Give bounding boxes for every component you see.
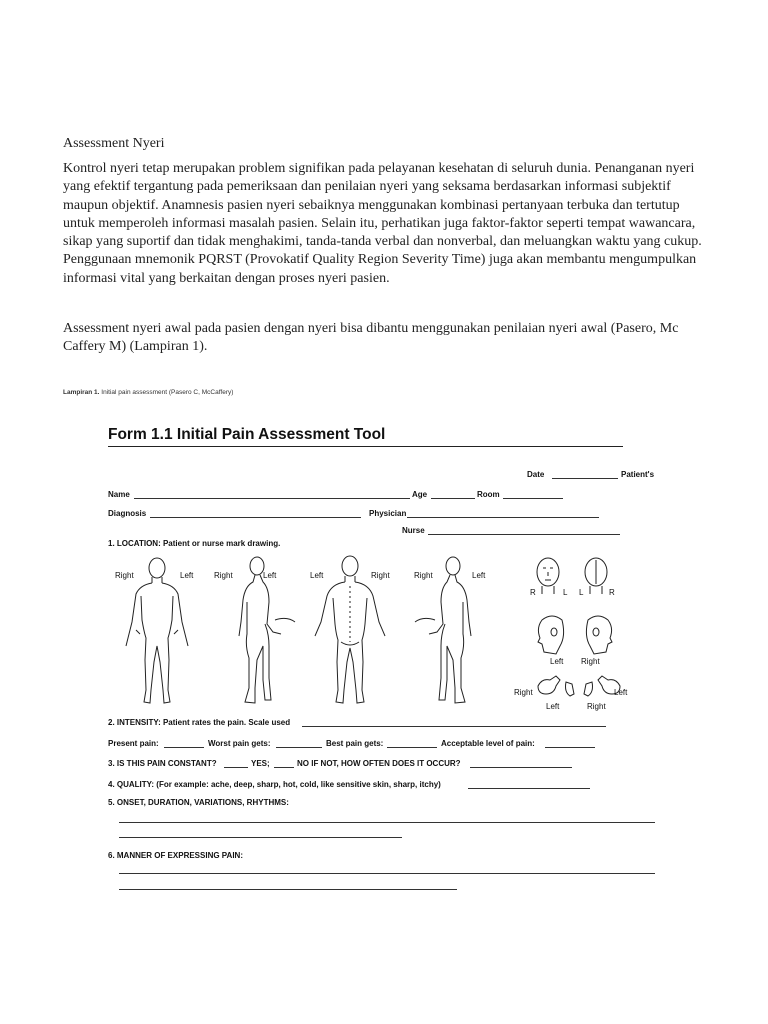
side2-left-label: Left	[472, 571, 486, 580]
scale-used-field[interactable]	[302, 726, 606, 727]
nurse-field[interactable]	[428, 534, 620, 535]
feet-left-label: Left	[614, 688, 628, 697]
manner-field-line-1[interactable]	[119, 873, 655, 874]
present-pain-field[interactable]	[164, 747, 204, 748]
head-l-label-2: L	[579, 588, 584, 597]
name-field[interactable]	[134, 498, 410, 499]
head-l-label-1: L	[563, 588, 568, 597]
physician-field[interactable]	[407, 517, 599, 518]
how-often-field[interactable]	[470, 767, 572, 768]
form-title: Form 1.1 Initial Pain Assessment Tool	[108, 426, 623, 447]
onset-field-line-2[interactable]	[119, 837, 402, 838]
figure-caption	[63, 389, 233, 396]
onset-field-line-1[interactable]	[119, 822, 655, 823]
second-paragraph: Assessment nyeri awal pada pasien dengan nyeri bisa dibantu menggunakan penilaian nyeri awal (Pasero, Mc Caffery M) (Lampiran 1).	[63, 321, 679, 355]
date-field[interactable]	[552, 478, 618, 479]
feet-right-label: Right	[514, 688, 533, 697]
intro-paragraph: Kontrol nyeri tetap merupakan problem signifikan pada pelayanan kesehatan di seluruh dunia. Penanganan nyeri yang efektif tergantung pada pemeriksaan dan penilaian nyeri yang seksama berdasarkan informasi subjektif maupun objektif. Anamnesis pasien nyeri sebaiknya menggunakan kombinasi pertanyaan terbuka dan tertutup untuk memperoleh informasi masalah pasien. Selain itu, perhatikan juga faktor-faktor seperti tempat wawancara, sikap yang suportif dan tidak menghakimi, tanda-tanda verbal dan nonverbal, dan meluangkan waktu yang cukup. Penggunaan mnemonik PQRST (Provokatif Quality Region Severity Time) juga akan membantu mengumpulkan informasi vital yang berkaitan dengan proses nyeri pasien.	[63, 161, 702, 286]
back-left-label: Left	[310, 571, 324, 580]
back-right-label: Right	[371, 571, 390, 580]
best-pain-label: Best pain gets:	[326, 739, 384, 748]
front-left-label: Left	[180, 571, 194, 580]
best-pain-field[interactable]	[387, 747, 437, 748]
worst-pain-field[interactable]	[276, 747, 322, 748]
room-label: Room	[477, 490, 500, 499]
name-label: Name	[108, 490, 130, 499]
feet-right-bottom-label: Right	[587, 702, 606, 711]
manner-field-line-2[interactable]	[119, 889, 457, 890]
constant-question: 3. IS THIS PAIN CONSTANT?	[108, 759, 217, 768]
constant-no-label: NO IF NOT, HOW OFTEN DOES IT OCCUR?	[297, 759, 461, 768]
age-field[interactable]	[431, 498, 475, 499]
patients-label: Patient's	[621, 470, 655, 479]
caption-label: Lampiran 1.	[63, 389, 100, 396]
age-label: Age	[412, 490, 428, 499]
diagnosis-label: Diagnosis	[108, 509, 147, 518]
quality-question: 4. QUALITY: (For example: ache, deep, sharp, hot, cold, like sensitive skin, sharp, itchy)	[108, 780, 441, 789]
hands-feet-figure[interactable]	[534, 672, 624, 704]
acceptable-pain-field[interactable]	[545, 747, 595, 748]
date-label: Date	[527, 470, 545, 479]
head-r-label: R	[530, 588, 536, 597]
room-field[interactable]	[503, 498, 563, 499]
head-r-label-2: R	[609, 588, 615, 597]
intensity-question: 2. INTENSITY: Patient rates the pain. Scale used	[108, 718, 291, 727]
diagnosis-field[interactable]	[150, 517, 361, 518]
head-right-profile-figure[interactable]	[578, 612, 618, 656]
onset-question: 5. ONSET, DURATION, VARIATIONS, RHYTHMS:	[108, 798, 289, 807]
side-left-label: Left	[263, 571, 277, 580]
section-heading: Assessment Nyeri	[63, 136, 165, 151]
present-pain-label: Present pain:	[108, 739, 159, 748]
constant-yes-field[interactable]	[224, 767, 248, 768]
profile-right-label: Right	[581, 657, 600, 666]
location-question: 1. LOCATION: Patient or nurse mark drawing.	[108, 539, 281, 548]
acceptable-pain-label: Acceptable level of pain:	[441, 739, 535, 748]
nurse-label: Nurse	[402, 526, 425, 535]
caption-text: Initial pain assessment (Pasero C, McCaffery)	[101, 389, 234, 396]
manner-question: 6. MANNER OF EXPRESSING PAIN:	[108, 851, 243, 860]
feet-left-bottom-label: Left	[546, 702, 560, 711]
side2-right-label: Right	[414, 571, 433, 580]
worst-pain-label: Worst pain gets:	[208, 739, 271, 748]
profile-left-label: Left	[550, 657, 564, 666]
side-right-label: Right	[214, 571, 233, 580]
front-right-label: Right	[115, 571, 134, 580]
constant-yes-label: YES;	[251, 759, 270, 768]
physician-label: Physician	[369, 509, 407, 518]
head-left-profile-figure[interactable]	[532, 612, 572, 656]
constant-no-field[interactable]	[274, 767, 294, 768]
quality-field[interactable]	[468, 788, 590, 789]
